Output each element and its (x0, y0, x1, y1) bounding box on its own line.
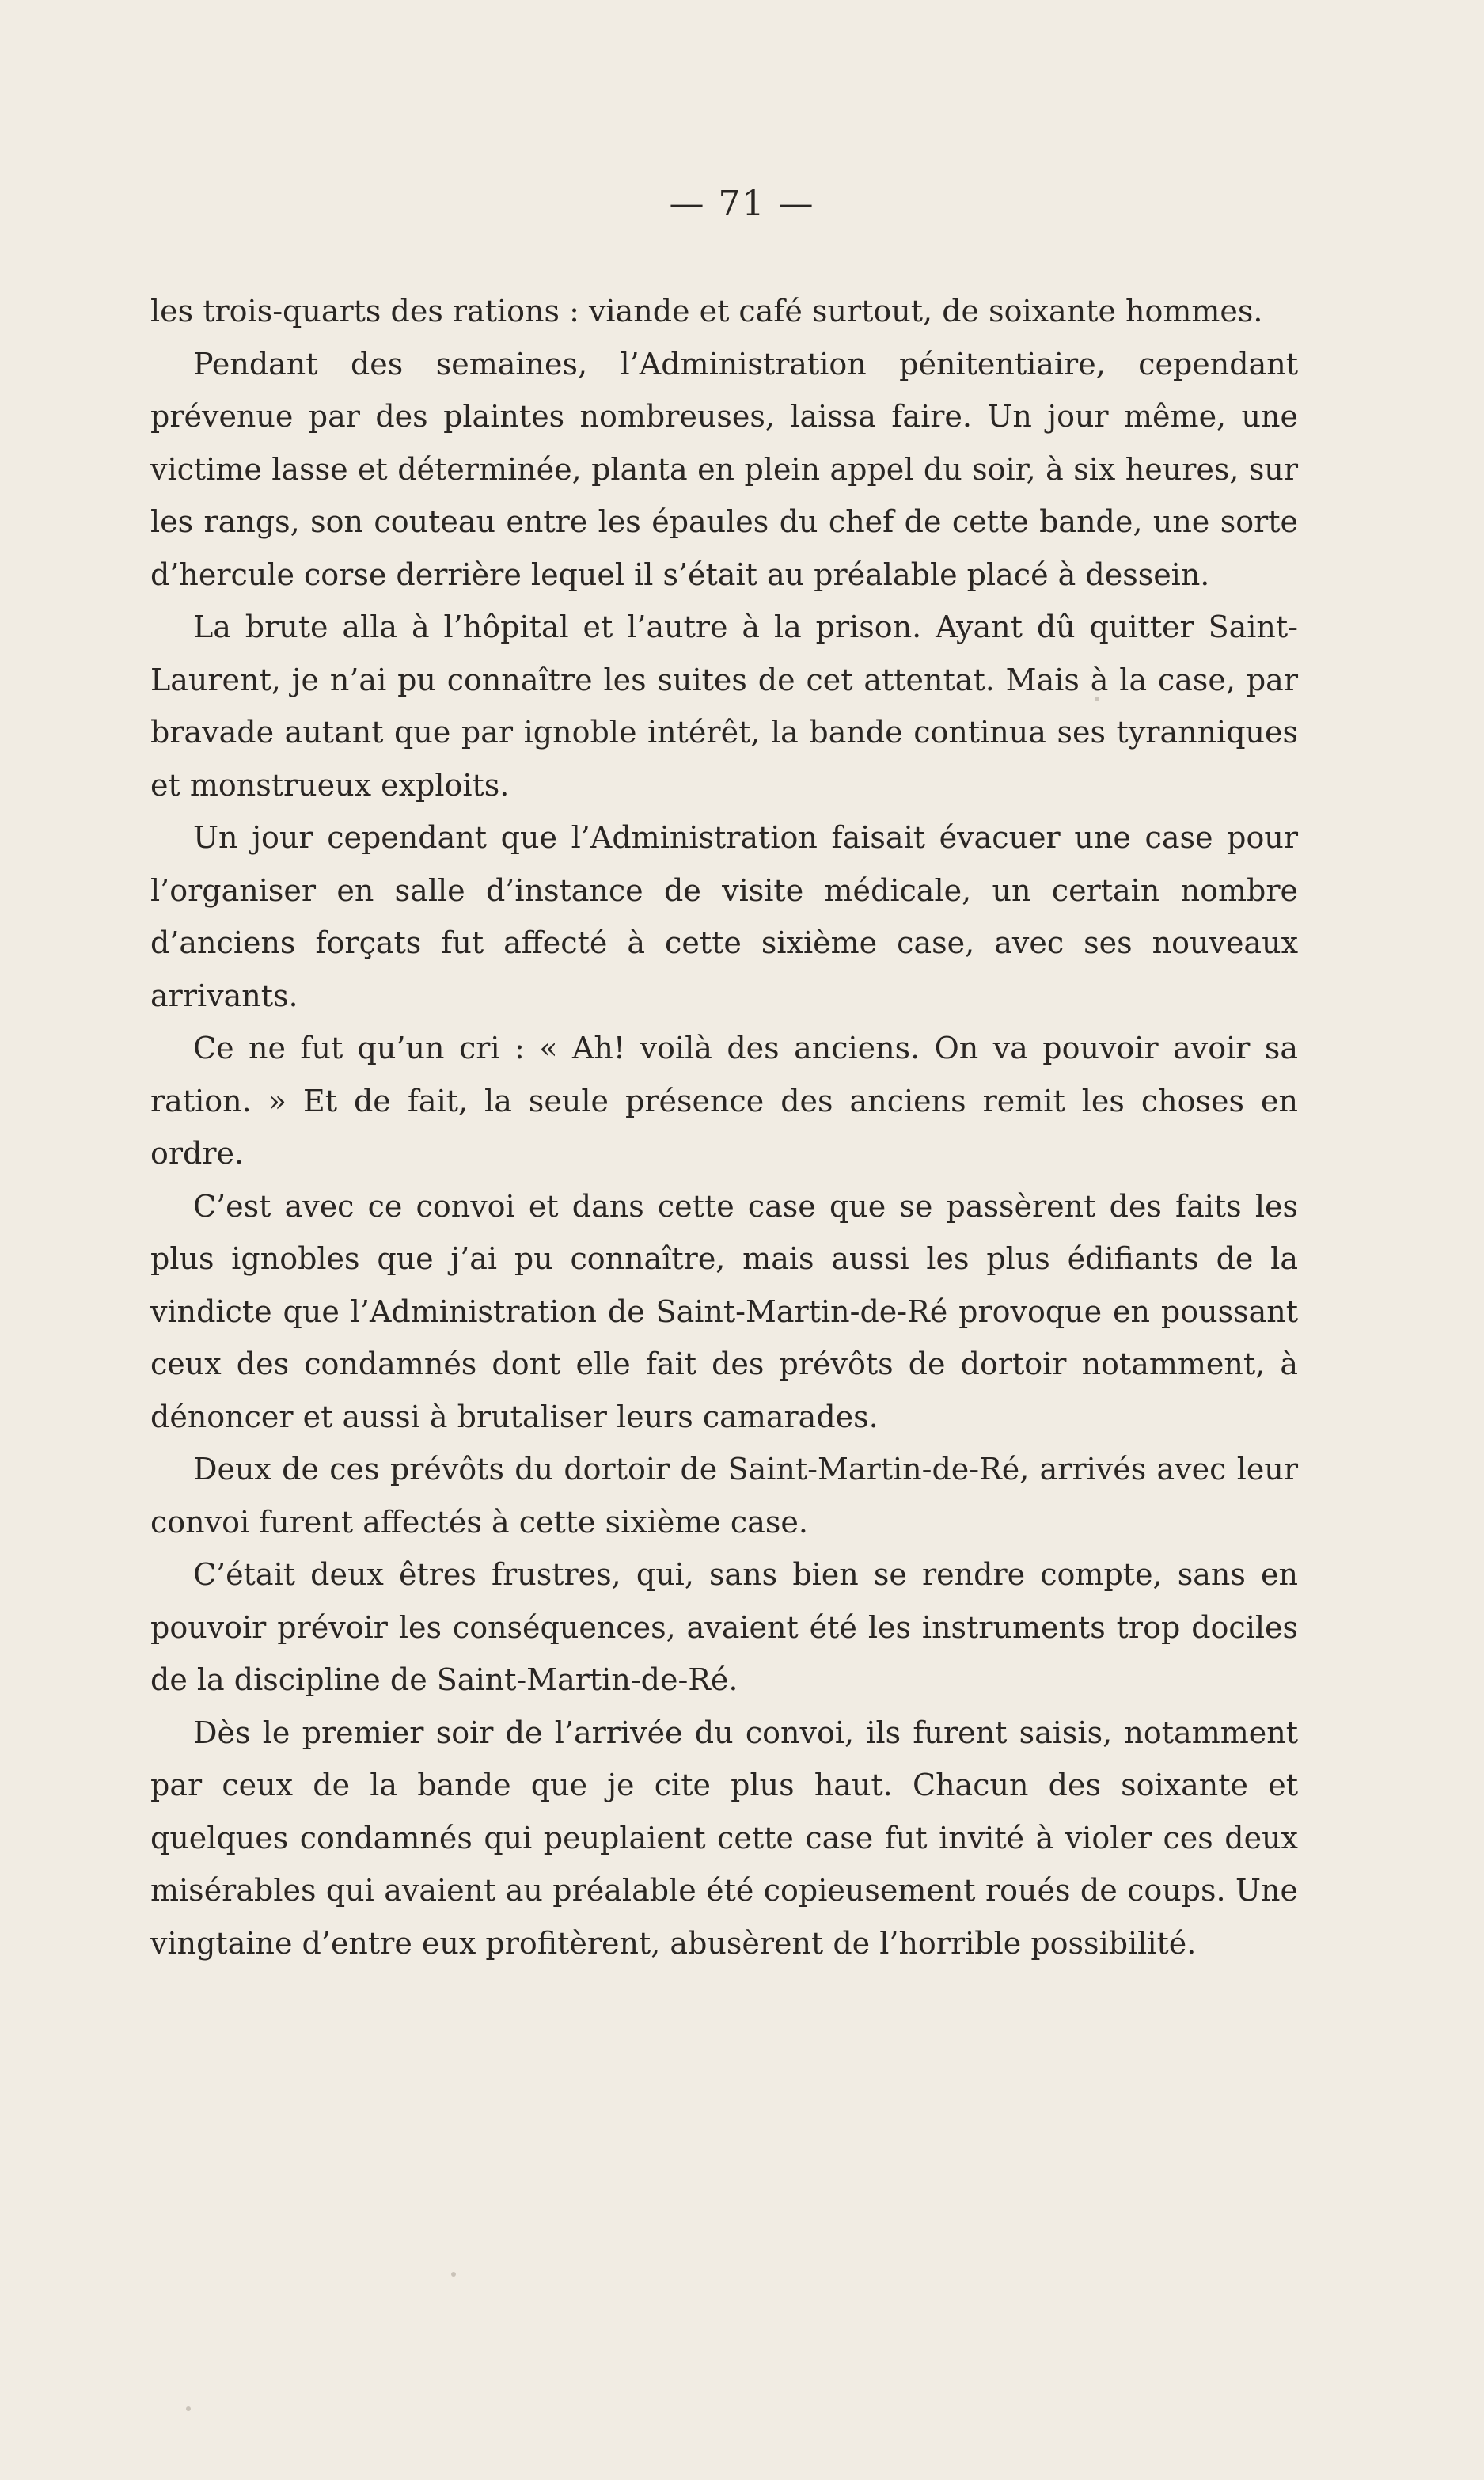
paragraph: Ce ne fut qu’un cri : « Ah! voilà des anciens. On va pouvoir avoir sa ration. » Et de fait, la seule présence des anciens remit les choses en ordre. (150, 1031, 1298, 1171)
paragraph: Un jour cependant que l’Administration faisait évacuer une case pour l’organiser en salle d’instance de visite médicale, un certain nombre d’anciens forçats fut affecté à cette sixième case, avec ses nouveaux arrivants. (150, 820, 1298, 1013)
page-number: — 71 — (669, 184, 815, 224)
paragraph: Pendant des semaines, l’Administration pénitentiaire, cependant prévenue par des plaintes nombreuses, laissa faire. Un jour même, une victime lasse et déterminée, planta en plein appel du soir, à six heures, sur les rangs, son couteau entre les épaules du chef de cette bande, une sorte d’hercule corse derrière lequel il s’était au préalable placé à dessein. (150, 346, 1298, 592)
paper-speck (186, 2406, 191, 2411)
paragraph: La brute alla à l’hôpital et l’autre à la prison. Ayant dû quitter Saint-Laurent, je n’ai pu connaître les suites de cet attentat. Mais à la case, par bravade autant que par ignoble intérêt, la bande continua ses tyranniques et monstrueux exploits. (150, 610, 1298, 803)
paragraph: C’est avec ce convoi et dans cette case que se passèrent des faits les plus ignobles que j’ai pu connaître, mais aussi les plus édifiants de la vindicte que l’Administration de Saint-Martin-de-Ré provoque en poussant ceux des condamnés dont elle fait des prévôts de dortoir notamment, à dénoncer et aussi à brutaliser leurs camarades. (150, 1188, 1298, 1434)
paragraph: Dès le premier soir de l’arrivée du convoi, ils furent saisis, notamment par ceux de la bande que je cite plus haut. Chacun des soixante et quelques condamnés qui peuplaient cette case fut invité à violer ces deux misérables qui avaient au préalable été copieusement roués de coups. Une vingtaine d’entre eux profitèrent, abusèrent de l’horrible possibilité. (150, 1715, 1298, 1961)
paragraph: Deux de ces prévôts du dortoir de Saint-Martin-de-Ré, arrivés avec leur convoi furent affectés à cette sixième case. (150, 1452, 1298, 1540)
paragraph: les trois-quarts des rations : viande et café surtout, de soixante hommes. (150, 294, 1263, 329)
paper-speck (451, 2272, 456, 2277)
paragraph: C’était deux êtres frustres, qui, sans bien se rendre compte, sans en pouvoir prévoir les conséquences, avaient été les instruments trop dociles de la discipline de Saint-Martin-de-Ré. (150, 1557, 1298, 1697)
body-text (150, 285, 1298, 1969)
